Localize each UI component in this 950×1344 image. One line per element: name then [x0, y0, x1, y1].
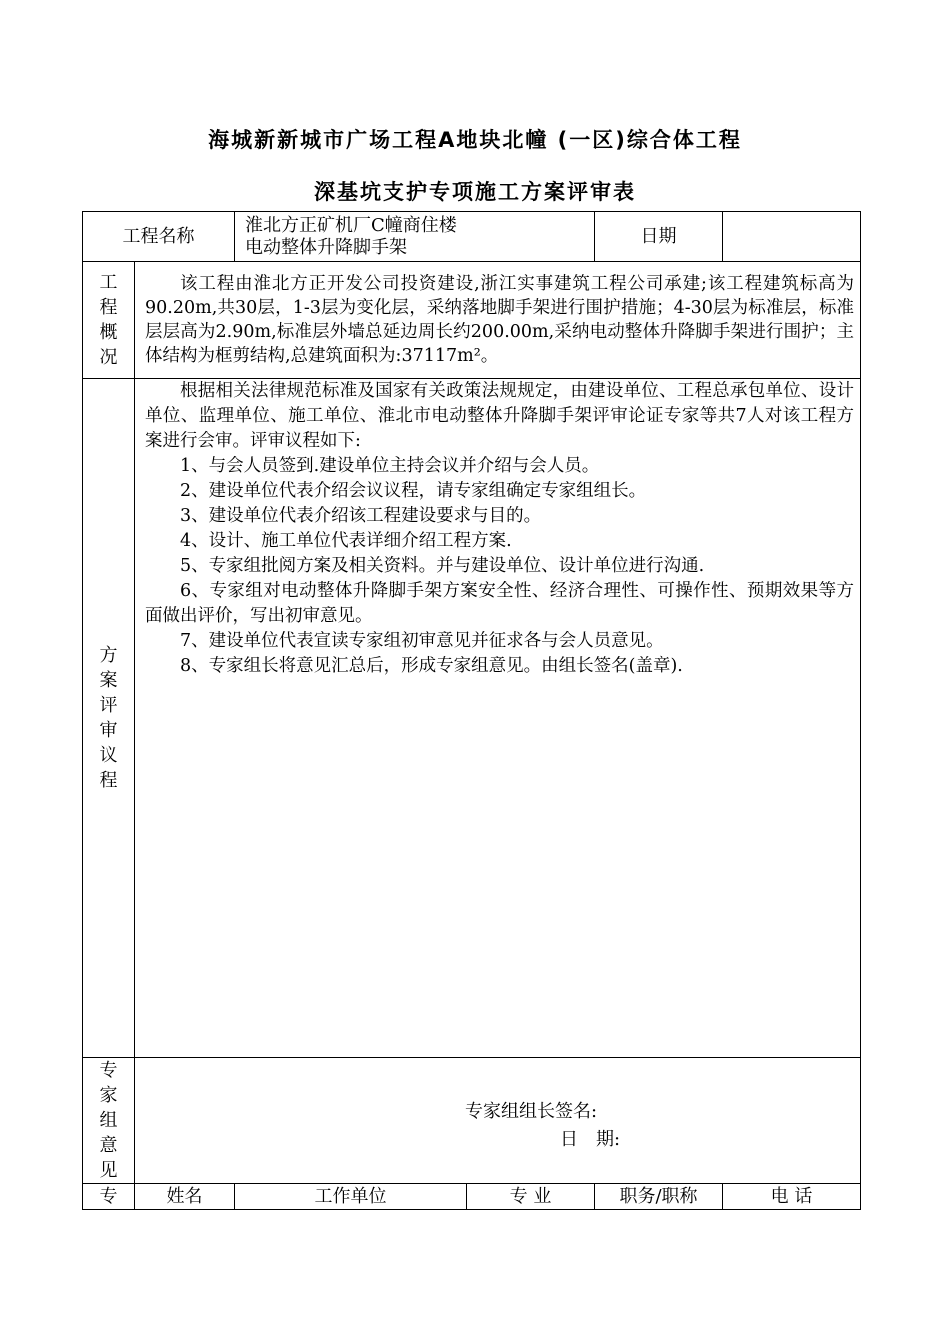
overview-label-char: 工: [99, 272, 118, 293]
agenda-item: 2、建设单位代表介绍会议议程，请专家组确定专家组组长。: [180, 481, 647, 501]
overview-label-char: 概: [99, 322, 118, 343]
project-name-row: [83, 212, 861, 262]
document-title: 海城新新城市广场工程A地块北幢 (一区)综合体工程: [208, 128, 742, 152]
overview-label: [83, 262, 135, 379]
agenda-row: [83, 379, 861, 1058]
project-name-label: 工程名称: [83, 212, 235, 262]
agenda-label-char: 议: [99, 745, 118, 766]
project-name-line1: 淮北方正矿机厂C幢商住楼: [245, 214, 457, 236]
opinion-label-char: 组: [99, 1110, 118, 1131]
agenda-label-char: 程: [99, 770, 118, 791]
overview-text: 该工程由淮北方正开发公司投资建设,浙江实事建筑工程公司承建;该工程建筑标高为90.20m,共30层，1-3层为变化层，采纳落地脚手架进行围护措施；4-30层为标准层，标准层层高为2.90m,标准层外墙总延边周长约200.00m,采纳电动整体升降脚手架进行围护；主体结构为框剪结构,总建筑面积为:37117m²。: [145, 274, 854, 366]
overview-label-char: 程: [99, 297, 118, 318]
agenda-label-char: 评: [99, 695, 118, 716]
expert-opinion-content: [135, 1058, 861, 1184]
agenda-item: 8、专家组长将意见汇总后，形成专家组意见。由组长签名(盖章).: [180, 656, 683, 676]
expert-list-header-row: [83, 1184, 861, 1210]
project-name-line2: 电动整体升降脚手架: [245, 236, 407, 258]
agenda-label: [83, 379, 135, 1058]
agenda-item: 4、设计、施工单位代表详细介绍工程方案.: [180, 531, 512, 551]
opinion-label-char: 见: [99, 1160, 118, 1181]
opinion-label-char: 专: [99, 1060, 118, 1081]
expert-list-side-label: 专: [83, 1184, 135, 1210]
agenda-item: 1、与会人员签到.建设单位主持会议并介绍与会人员。: [180, 456, 600, 476]
col-name-header: 姓名: [135, 1184, 235, 1210]
overview-content: [135, 262, 861, 379]
date-value: [723, 212, 861, 262]
col-employer-header: 工作单位: [235, 1184, 467, 1210]
agenda-label-char: 方: [99, 645, 118, 666]
opinion-label-char: 意: [99, 1135, 118, 1156]
agenda-label-char: 案: [99, 670, 118, 691]
agenda-item: 6、专家组对电动整体升降脚手架方案安全性、经济合理性、可操作性、预期效果等方面做出评价，写出初审意见。: [145, 581, 854, 626]
agenda-item: 5、专家组批阅方案及相关资料。并与建设单位、设计单位进行沟通.: [180, 556, 705, 576]
opinion-date-label: 日 期:: [560, 1129, 621, 1150]
agenda-item: 7、建设单位代表宣读专家组初审意见并征求各与会人员意见。: [180, 631, 664, 651]
overview-label-char: 况: [99, 347, 118, 368]
agenda-label-char: 审: [99, 720, 118, 741]
leader-sign-label: 专家组组长签名:: [465, 1101, 598, 1122]
project-name-value: [235, 212, 595, 262]
opinion-label-char: 家: [99, 1085, 118, 1106]
agenda-intro: 根据相关法律规范标准及国家有关政策法规规定，由建设单位、工程总承包单位、设计单位、监理单位、施工单位、淮北市电动整体升降脚手架评审论证专家等共7人对该工程方案进行会审。评审议程如下:: [145, 381, 854, 451]
expert-opinion-label: [83, 1058, 135, 1184]
col-phone-header: 电 话: [723, 1184, 861, 1210]
overview-row: [83, 262, 861, 379]
col-specialty-header: 专 业: [467, 1184, 595, 1210]
review-form-table: [82, 211, 861, 1210]
agenda-content: [135, 379, 861, 1058]
agenda-item: 3、建设单位代表介绍该工程建设要求与目的。: [180, 506, 542, 526]
col-title-header: 职务/职称: [595, 1184, 723, 1210]
document-subtitle: 深基坑支护专项施工方案评审表: [314, 180, 636, 204]
expert-opinion-row: [83, 1058, 861, 1184]
date-label: 日期: [595, 212, 723, 262]
